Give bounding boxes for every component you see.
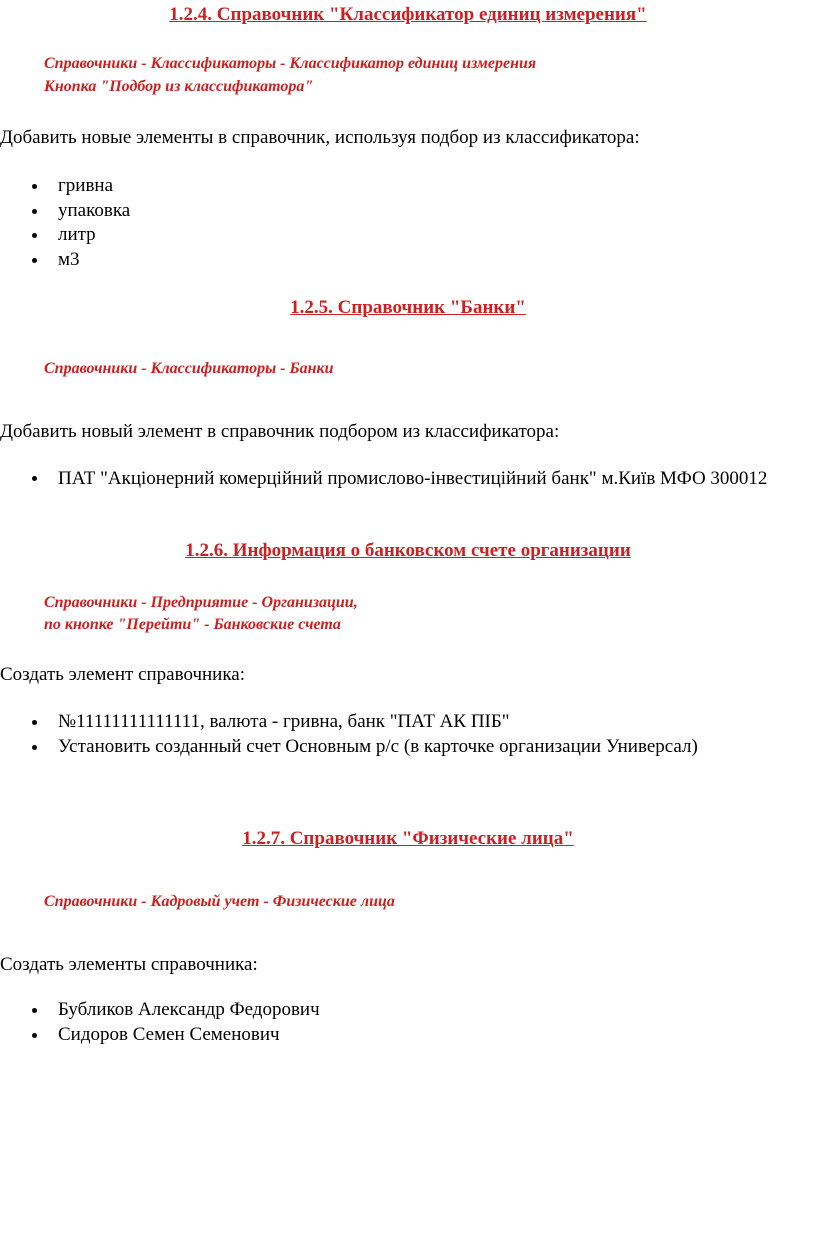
menu-path-bank-account-line-2: по кнопке "Перейти" - Банковские счета: [44, 616, 341, 633]
instruction-bank-account: Создать элемент справочника:: [0, 664, 245, 685]
menu-path-units-line-2: Кнопка "Подбор из классификатора": [44, 78, 314, 95]
menu-path-individuals-line-1: Справочники - Кадровый учет - Физические лица: [44, 893, 395, 910]
list-bank-account: [0, 710, 698, 759]
section-heading-individuals: 1.2.7. Справочник "Физические лица": [242, 828, 574, 849]
list-item: упаковка: [0, 199, 130, 224]
section-heading-banks: 1.2.5. Справочник "Банки": [290, 297, 526, 318]
bullet-icon: [32, 1008, 37, 1013]
bullet-icon: [32, 184, 37, 189]
menu-path-banks-line-1: Справочники - Классификаторы - Банки: [44, 360, 334, 377]
list-item: ПАТ "Акціонерний комерційний промислово-інвестиційний банк" м.Київ МФО 300012: [0, 466, 798, 491]
list-item: Бубликов Александр Федорович: [0, 998, 320, 1023]
bullet-icon: [32, 476, 37, 481]
section-heading-units: 1.2.4. Справочник "Классификатор единиц измерения": [169, 4, 647, 25]
instruction-units: Добавить новые элементы в справочник, используя подбор из классификатора:: [0, 127, 640, 148]
bullet-icon: [32, 233, 37, 238]
bullet-icon: [32, 720, 37, 725]
list-item: м3: [0, 248, 130, 273]
bullet-icon: [32, 1033, 37, 1038]
menu-path-units-line-1: Справочники - Классификаторы - Классификатор единиц измерения: [44, 55, 537, 72]
menu-path-bank-account-line-1: Справочники - Предприятие - Организации,: [44, 594, 358, 611]
section-heading-bank-account: 1.2.6. Информация о банковском счете организации: [185, 540, 631, 561]
bullet-icon: [32, 258, 37, 263]
bullet-icon: [32, 745, 37, 750]
list-item: гривна: [0, 174, 130, 199]
list-item: Сидоров Семен Семенович: [0, 1023, 320, 1048]
instruction-banks: Добавить новый элемент в справочник подбором из классификатора:: [0, 421, 560, 442]
list-individuals: [0, 998, 320, 1047]
bullet-icon: [32, 209, 37, 214]
list-item: литр: [0, 223, 130, 248]
list-banks: [0, 466, 798, 491]
list-units: [0, 174, 130, 272]
instruction-individuals: Создать элементы справочника:: [0, 954, 258, 975]
list-item: Установить созданный счет Основным р/с (в карточке организации Универсал): [0, 735, 698, 760]
list-item: №11111111111111, валюта - гривна, банк "ПАТ АК ПІБ": [0, 710, 698, 735]
